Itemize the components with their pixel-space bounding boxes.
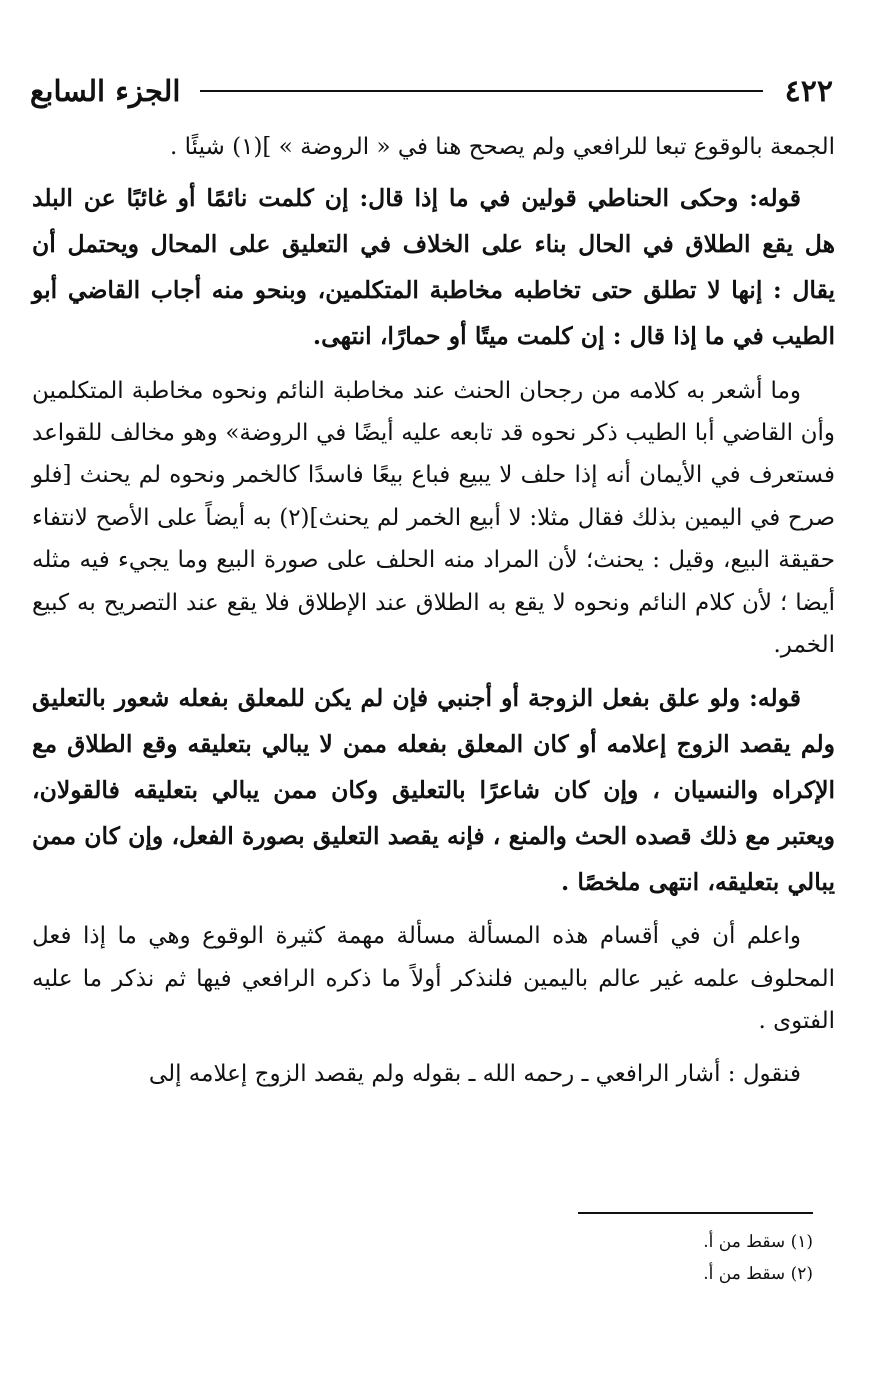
page-header — [30, 68, 833, 114]
commentary-paragraph: واعلم أن في أقسام هذه المسألة مسألة مهمة كثيرة الوقوع وهي ما إذا فعل المحلوف علمه غير عالم باليمين فلنذكر أولاً ما ذكره الرافعي فيها ثم نذكر ما عليه الفتوى . — [32, 923, 835, 1035]
commentary-paragraph: فنقول : أشار الرافعي ـ رحمه الله ـ بقوله ولم يقصد الزوج إعلامه إلى — [148, 1060, 801, 1087]
footnote-rule — [578, 1212, 813, 1214]
page-body — [32, 126, 835, 1095]
footnote: (٢) سقط من أ. — [703, 1264, 813, 1284]
commentary-paragraph: وما أشعر به كلامه من رجحان الحنث عند مخاطبة النائم ونحوه مخاطبة المتكلمين وأن القاضي أبا الطيب ذكر نحوه قد تابعه عليه أيضًا في الروضة» وهو مخالف للقواعد فستعرف في الأيمان أنه إذا حلف لا يبيع فباع بيعًا فاسدًا كالخمر ونحوه لم يحنث [فلو صرح في اليمين بذلك فقال مثلا: لا أبيع الخمر لم يحنث](٢) به أيضاً على الأصح لانتفاء حقيقة البيع، وقيل : يحنث؛ لأن المراد منه الحلف على صورة البيع وما يجيء فيه مثله أيضا ؛ لأن كلام النائم ونحوه لا يقع به الطلاق عند الإطلاق فلا يقع عند التصريح به كبيع الخمر. — [32, 377, 835, 659]
part-title: الجزء السابع — [30, 74, 181, 108]
paragraph-continuation: الجمعة بالوقوع تبعا للرافعي ولم يصحح هنا في « الروضة » ](١) شيئًا . — [170, 134, 835, 160]
footnotes — [493, 1212, 813, 1290]
quoted-paragraph: قوله: ولو علق بفعل الزوجة أو أجنبي فإن لم يكن للمعلق بفعله شعور بالتعليق ولم يقصد الزوج إعلامه أو كان المعلق بفعله ممن لا يبالي بتعليقه وقع الطلاق مع الإكراه والنسيان ، وإن كان شاعرًا بالتعليق وكان ممن يبالي بتعليقه فالقولان، ويعتبر مع ذلك قصده الحث والمنع ، فإنه يقصد التعليق بصورة الفعل، وإن كان ممن يبالي بتعليقه، انتهى ملخصًا . — [32, 684, 835, 896]
page-number: ٤٢٢ — [784, 73, 833, 109]
footnote: (١) سقط من أ. — [703, 1232, 813, 1252]
header-rule — [200, 90, 762, 92]
quoted-paragraph: قوله: وحكى الحناطي قولين في ما إذا قال: إن كلمت نائمًا أو غائبًا عن البلد هل يقع الطلاق في الحال بناء على الخلاف في التعليق على المحال ويحتمل أن يقال : إنها لا تطلق حتى تخاطبه مخاطبة المتكلمين، وبنحو منه أجاب القاضي أبو الطيب في ما إذا قال : إن كلمت ميتًا أو حمارًا، انتهى. — [32, 184, 835, 350]
